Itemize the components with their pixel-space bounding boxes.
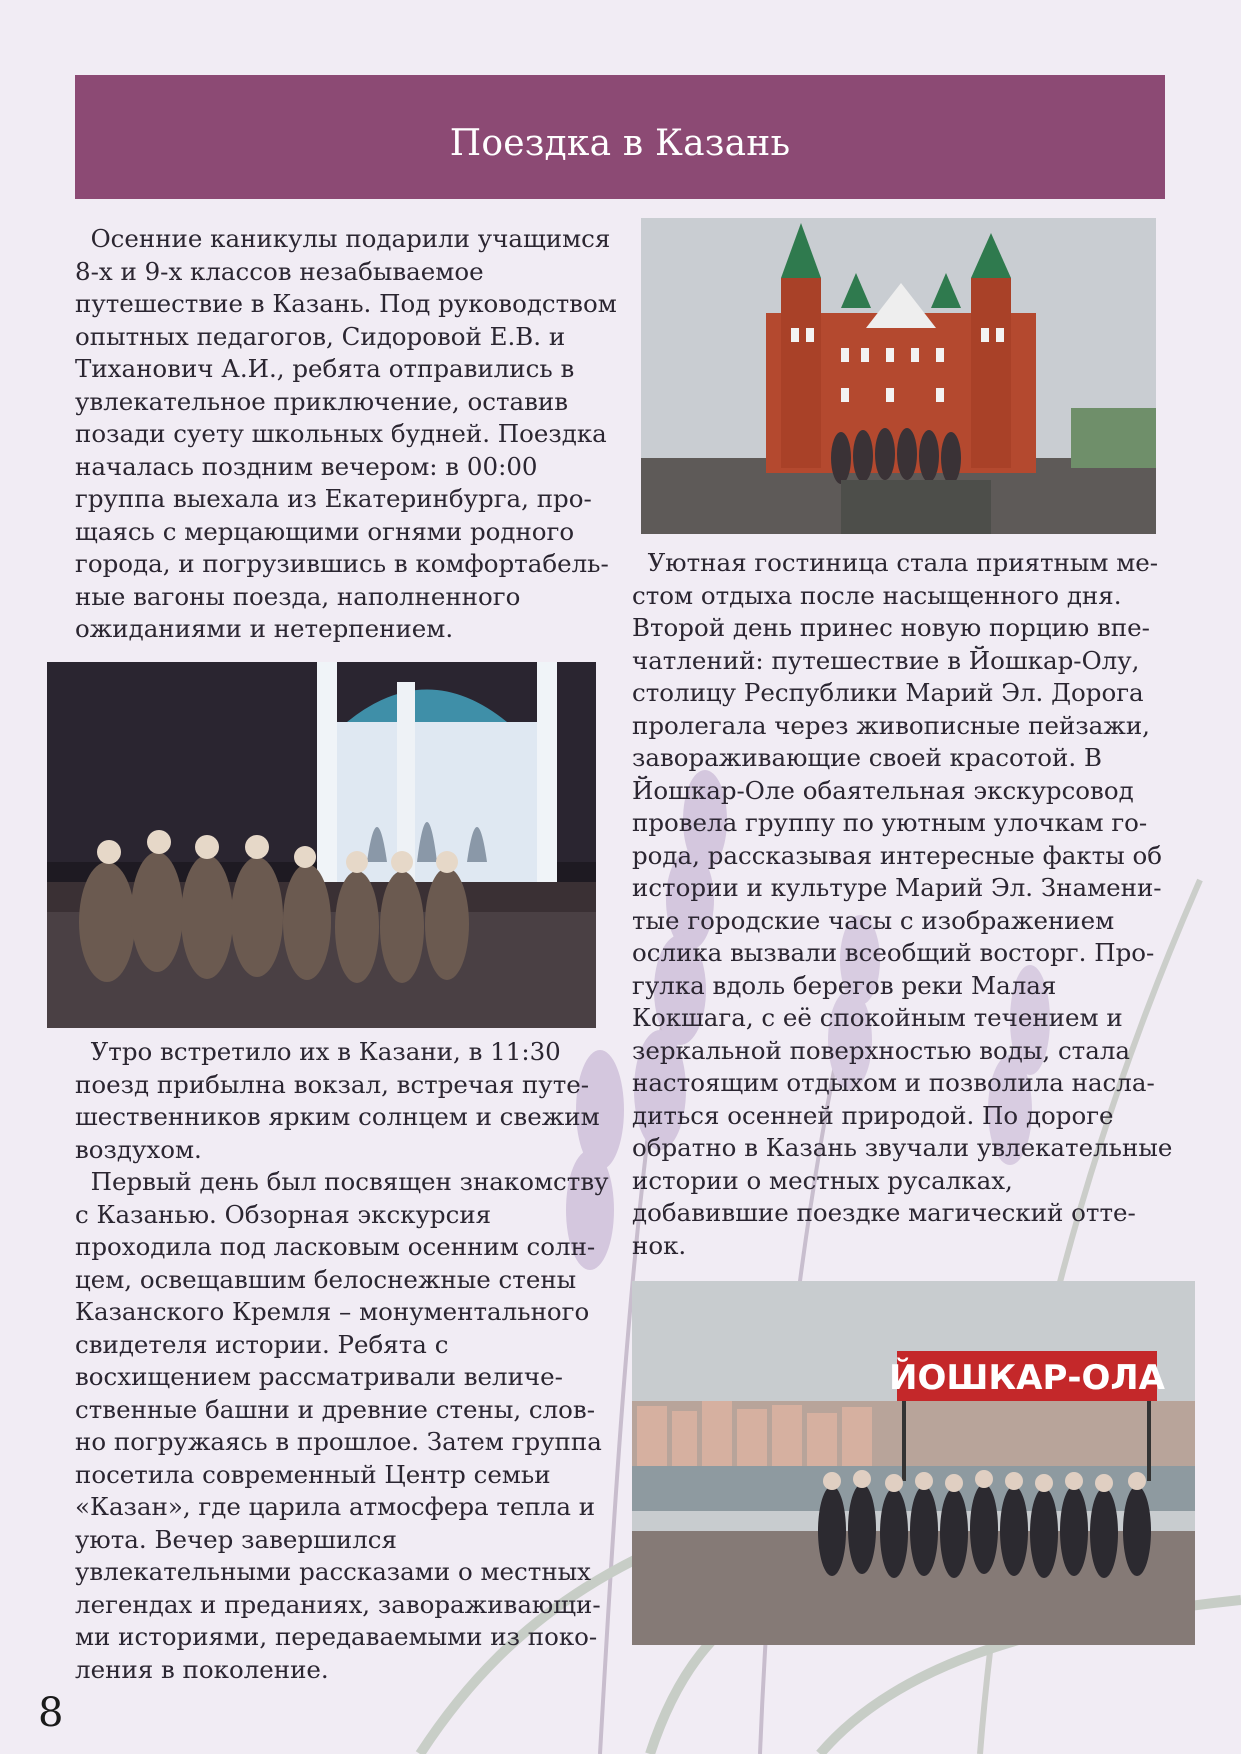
right-paragraph-1 [632, 547, 1172, 1262]
text-line: но погружаясь в прошлое. Затем группа [75, 1427, 602, 1456]
text-line: ления в поколение. [75, 1654, 329, 1684]
text-line: гулка вдоль берегов реки Малая [632, 970, 1057, 1000]
text-line: зеркальной поверхностью воды, стала [632, 1035, 1131, 1065]
text-line: 8-х и 9-х классов незабываемое [75, 256, 484, 286]
photo-yoshkar-ola-embankment [632, 1281, 1195, 1645]
text-line: диться осенней природой. По дороге [632, 1100, 1114, 1130]
text-line: с Казанью. Обзорная экскурсия [75, 1199, 492, 1229]
text-line: легендах и преданиях, завораживающи- [75, 1589, 601, 1619]
photo-kazan-mosque-night [47, 662, 596, 1028]
text-line: ственные башни и древние стены, слов- [75, 1394, 596, 1424]
header-banner [75, 75, 1165, 199]
text-line: путешествие в Казань. Под руководством [75, 289, 617, 318]
text-line: Кокшага, с её спокойным течением и [632, 1003, 1123, 1032]
text-line: свидетеля истории. Ребята с [75, 1329, 449, 1359]
text-line: истории о местных русалках, [632, 1165, 1013, 1195]
text-line: настоящим отдыхом и позволила насла- [632, 1068, 1155, 1097]
text-line: группа выехала из Екатеринбурга, про- [75, 484, 592, 513]
text-line: нок. [632, 1230, 687, 1260]
text-line: началась поздним вечером: в 00:00 [75, 451, 538, 481]
text-line: Уютная гостиница стала приятным ме- [632, 548, 1159, 577]
text-line: обратно в Казань звучали увлекательные [632, 1133, 1173, 1162]
text-line: уюта. Вечер завершился [75, 1524, 397, 1554]
text-line: увлекательное приключение, оставив [75, 386, 569, 416]
text-line: щаясь с мерцающими огнями родного [75, 516, 575, 546]
photo-red-castle-theater [641, 218, 1156, 534]
text-line: проходила под ласковым осенним солн- [75, 1232, 596, 1261]
text-line: рода, рассказывая интересные факты об [632, 840, 1163, 870]
text-line: пролегала через живописные пейзажи, [632, 710, 1150, 740]
text-line: опытных педагогов, Сидоровой Е.В. и [75, 321, 566, 351]
text-line: ослика вызвали всеобщий восторг. Про- [632, 938, 1155, 967]
text-line: Казанского Кремля – монументального [75, 1297, 590, 1326]
left-paragraph-2 [75, 1036, 609, 1686]
text-line: завораживающие своей красотой. В [632, 743, 1102, 772]
page-number: 8 [38, 1690, 64, 1736]
text-line: столицу Республики Марий Эл. Дорога [632, 678, 1144, 707]
text-line: увлекательными рассказами о местных [75, 1557, 591, 1586]
text-line: города, и погрузившись в комфортабель- [75, 549, 609, 578]
text-line: истории и культуре Марий Эл. Знамени- [632, 873, 1162, 902]
text-line: восхищением рассматривали величе- [75, 1362, 563, 1391]
text-line: ожиданиями и нетерпением. [75, 614, 454, 643]
text-line: Второй день принес новую порцию впе- [632, 613, 1150, 642]
text-line: Йошкар-Оле обаятельная экскурсовод [632, 775, 1134, 805]
text-line: добавившие поездке магический отте- [632, 1198, 1136, 1227]
text-line: позади суету школьных будней. Поездка [75, 419, 607, 448]
left-paragraph-1 [75, 223, 617, 646]
text-line: стом отдыха после насыщенного дня. [632, 580, 1122, 610]
text-line: ные вагоны поезда, наполненного [75, 581, 521, 611]
text-line: поезд прибылна вокзал, встречая путе- [75, 1069, 590, 1099]
yoshkar-ola-sign: ЙОШКАР-ОЛА [889, 1358, 1165, 1398]
text-line: «Казан», где царила атмосфера тепла и [75, 1492, 596, 1521]
text-line: шественников ярким солнцем и свежим [75, 1102, 600, 1131]
text-line: провела группу по уютным улочкам го- [632, 808, 1148, 837]
text-line: посетила современный Центр семьи [75, 1459, 551, 1489]
page-title: Поездка в Казань [449, 123, 791, 164]
text-line: Осенние каникулы подарили учащимся [75, 224, 611, 253]
text-line: ми историями, передаваемыми из поко- [75, 1622, 598, 1651]
text-line: Утро встретило их в Казани, в 11:30 [75, 1037, 561, 1066]
text-line: тые городские часы с изображением [632, 905, 1115, 935]
text-line: Первый день был посвящен знакомству [75, 1167, 609, 1196]
text-line: чатлений: путешествие в Йошкар-Олу, [632, 645, 1140, 675]
text-line: Тиханович А.И., ребята отправились в [75, 354, 575, 383]
text-line: цем, освещавшим белоснежные стены [75, 1264, 577, 1294]
text-line: воздухом. [75, 1134, 202, 1164]
